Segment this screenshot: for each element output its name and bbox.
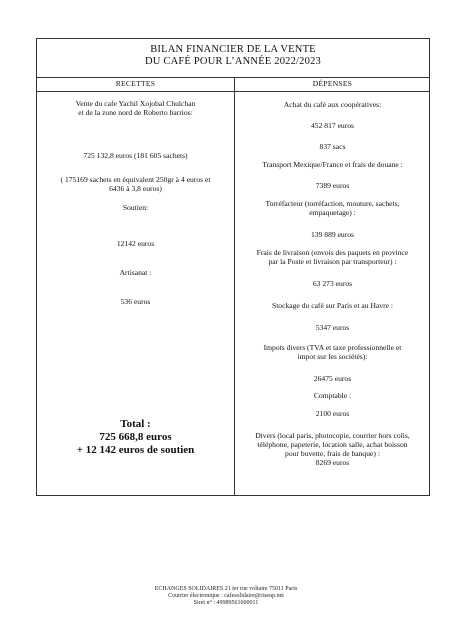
soutien-amount: 12142 euros [116,239,155,248]
footer-siret: Siret n° : 49989561600011 [193,600,259,607]
impots-amount: 26475 euros [313,374,352,383]
artisanat-label: Artisanat : [119,268,152,277]
footer-email: Courrier électronique : cafesolidaire@riseup.net [168,593,284,600]
impots-line2: impot sur les sociétés): [297,352,368,361]
stockage-amount: 5347 euros [315,323,350,332]
divers-line1: Divers (local paris, photocopie, courrier hors colis, [255,431,410,440]
equivalence-line2: 6436 à 3,8 euros) [109,184,162,193]
header-depenses: DÉPENSES [312,79,353,88]
vente-label-line1: Vente du cafe Yachil Xojobal Chulchan [75,99,196,108]
report-title-line1: BILAN FINANCIER DE LA VENTE [150,44,316,55]
livraison-line2: par la Poste et livraison par transporteur) : [268,257,397,266]
report-title-line2: DU CAFÉ POUR L’ANNÉE 2022/2023 [145,56,321,67]
torrefacteur-amount: 139 889 euros [310,230,355,239]
recettes-column [37,91,234,495]
achat-label: Achat du café aux coopératives: [283,100,382,109]
achat-amount: 452 817 euros [310,121,355,130]
divers-line2: téléphone, papeterie, location salle, achat boisson [257,440,408,449]
organization-footer [0,586,452,608]
header-recettes: RECETTES [115,79,156,88]
equivalence-line1: ( 175169 sachets en équivalent 250gr à 4 euros et [60,175,211,184]
footer-address: ECHANGES SOLIDAIRES 21 ter rue voltaire 75011 Paris [154,586,298,592]
comptable-amount: 2100 euros [315,409,350,418]
torrefacteur-line1: Torréfacteur (torréfaction, mouture, sachets, [265,199,400,208]
transport-amount: 7389 euros [315,181,350,190]
transport-label: Transport Mexique/France et frais de douane : [262,160,403,169]
column-header-row [37,77,429,92]
vente-amount: 725 132,8 euros (181 605 sachets) [83,151,188,160]
livraison-amount: 63 273 euros [312,279,353,288]
total-amount: 725 668,8 euros [99,431,172,443]
depenses-column [234,91,431,495]
total-soutien: + 12 142 euros de soutien [76,444,195,456]
financial-report-table [36,38,430,496]
comptable-label: Comptable : [313,391,352,400]
report-title-box [37,39,429,78]
stockage-label: Stockage du café sur Paris et au Havre : [271,301,394,310]
vente-label-line2: et de la zone nord de Roberto barrios: [78,108,193,117]
torrefacteur-line2: empaquetage) : [309,208,356,217]
livraison-line1: Frais de livraison (envois des paquets en province [256,248,409,257]
divers-line3: pour buvette, frais de banque) : [285,449,380,458]
artisanat-amount: 536 euros [120,297,151,306]
impots-line1: Impots divers (TVA et taxe professionnelle et [263,343,402,352]
soutien-label: Soutien: [122,203,149,212]
divers-amount: 8269 euros [315,458,350,467]
achat-sacs: 837 sacs [319,142,346,151]
total-label: Total : [120,418,151,430]
